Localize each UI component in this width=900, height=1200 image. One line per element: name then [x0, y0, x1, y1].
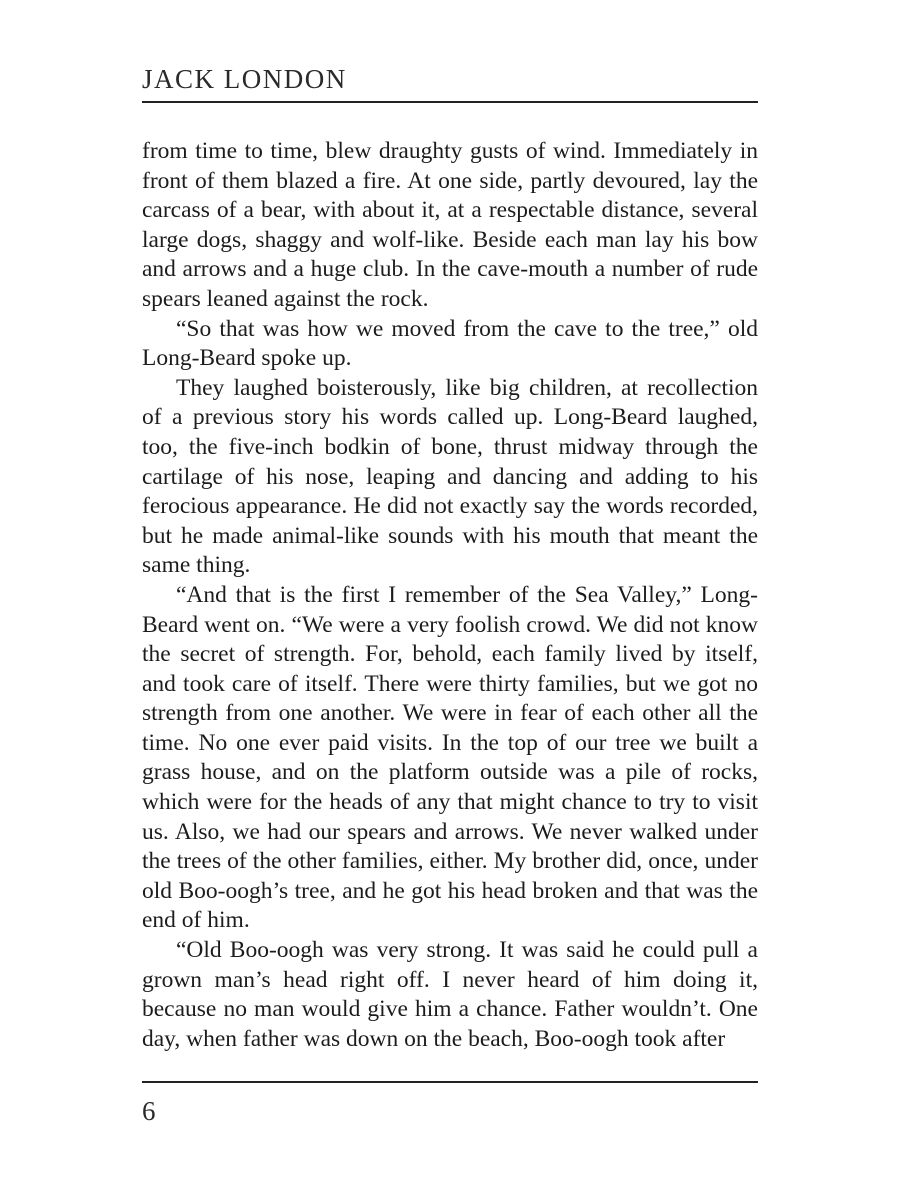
footer-rule [142, 1081, 758, 1083]
paragraph-continued: from time to time, blew draughty gusts of wind. Immediately in front of them blazed a fire. At one side, partly devoured, lay the carcass of a bear, with about it, at a respectable distance, several large dogs, shaggy and wolf-like. Beside each man lay his bow and arrows and a huge club. In the cave-mouth a number of rude spears leaned against the rock. [142, 138, 758, 312]
paragraph: “And that is the first I remember of the Sea Valley,” Long-Beard went on. “We were a very foolish crowd. We did not know the secret of strength. For, behold, each family lived by itself, and took care of itself. There were thirty families, but we got no strength from one another. We were in fear of each other all the time. No one ever paid visits. In the top of our tree we built a grass house, and on the platform outside was a pile of rocks, which were for the heads of any that might chance to try to visit us. Also, we had our spears and arrows. We never walked under the trees of the other families, either. My brother did, once, under old Boo-oogh’s tree, and he got his head broken and that was the end of him. [142, 581, 758, 934]
header-rule [142, 101, 758, 103]
paragraph: They laughed boisterously, like big children, at recollection of a previous story his words called up. Long-Beard laughed, too, the five-inch bodkin of bone, thrust midway through the cartilage of his nose, leaping and dancing and adding to his ferocious appearance. He did not exactly say the words recorded, but he made animal-like sounds with his mouth that meant the same thing. [142, 374, 758, 579]
paragraph: “So that was how we moved from the cave to the tree,” old Long-Beard spoke up. [142, 315, 758, 372]
page-number: 6 [142, 1096, 156, 1126]
paragraph: “Old Boo-oogh was very strong. It was said he could pull a grown man’s head right off. I never heard of him doing it, because no man would give him a chance. Father wouldn’t. One day, when father was down on the beach, Boo-oogh took after [142, 937, 758, 1052]
body-text [142, 137, 758, 1054]
running-head: JACK LONDON [142, 64, 347, 94]
